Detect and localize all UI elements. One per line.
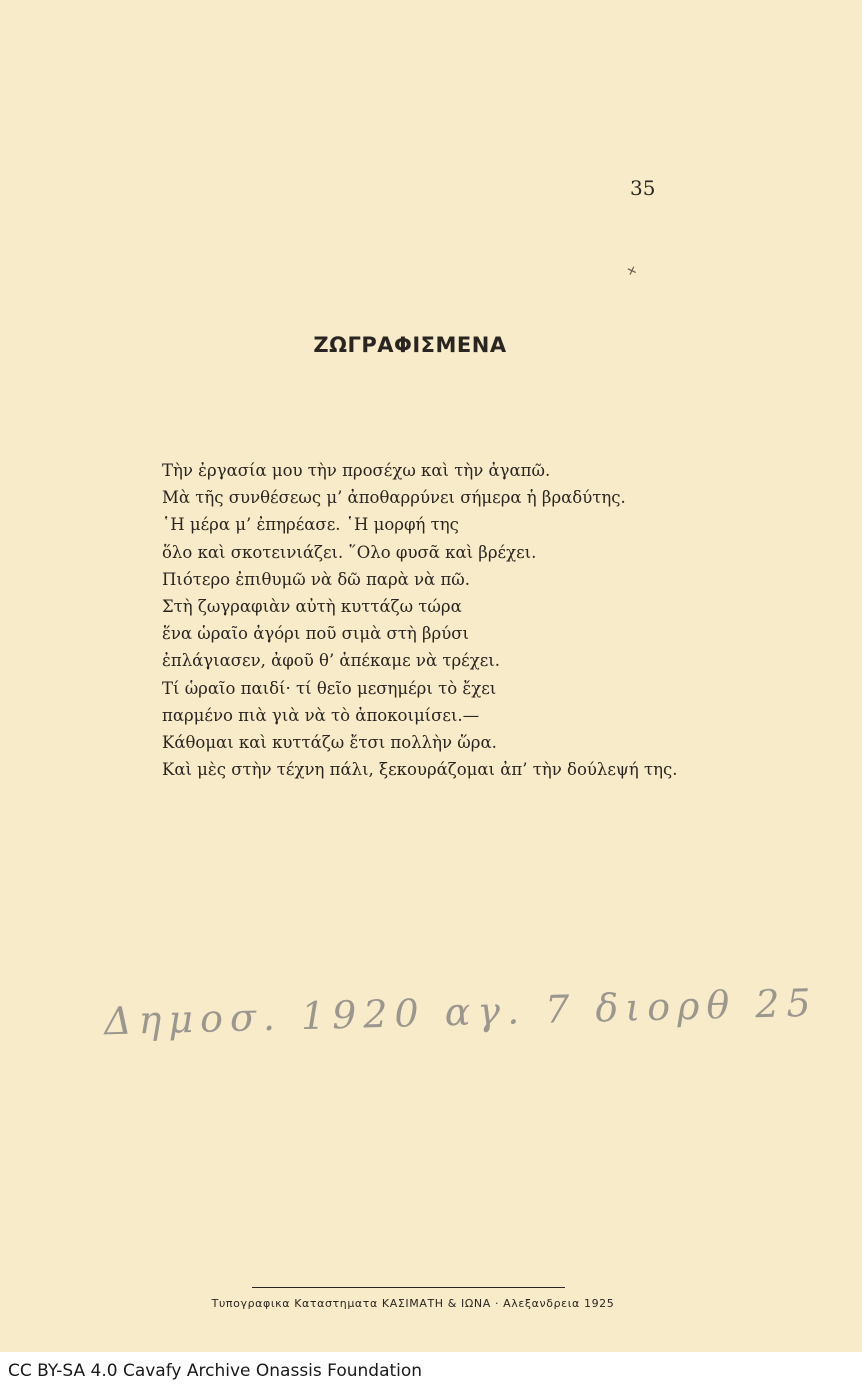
footer-divider: [252, 1287, 565, 1288]
poem-line: ἕνα ὡραῖο ἀγόρι ποῦ σιμὰ στὴ βρύσι: [162, 624, 469, 644]
poem-line: ῾Η μέρα μ’ ἐπηρέασε. ῾Η μορφή της: [162, 515, 459, 535]
poem-line: ὅλο καὶ σκοτεινιάζει. ῞Ολο φυσᾶ καὶ βρέχει.: [162, 542, 537, 562]
poem-line: Τὴν ἐργασία μου τὴν προσέχω καὶ τὴν ἀγαπῶ.: [162, 461, 551, 480]
poem-title: ΖΩΓΡΑΦΙΣΜΕΝΑ: [313, 333, 507, 357]
poem-line: Μὰ τῆς συνθέσεως μ’ ἀποθαρρύνει σήμερα ἡ βραδύτης.: [162, 488, 626, 508]
credit-text: CC BY-SA 4.0 Cavafy Archive Onassis Foundation: [8, 1361, 423, 1381]
poem-line: Πιότερο ἐπιθυμῶ νὰ δῶ παρὰ νὰ πῶ.: [162, 569, 470, 589]
ink-mark: ✕: [624, 262, 640, 280]
printer-imprint: Τυπογραφικα Καταστηματα ΚΑΣΙΜΑΤΗ & ΙΩΝΑ · Αλεξανδρεια 1925: [211, 1297, 615, 1310]
handwritten-pencil-note: Δημοσ. 1920 αγ. 7 διορθ 25: [103, 980, 819, 1044]
credit-bar: [0, 1352, 862, 1392]
poem-text: [162, 457, 742, 783]
page-number: 35: [630, 176, 656, 200]
poem-line: παρμένο πιὰ γιὰ νὰ τὸ ἀποκοιμίσει.—: [162, 705, 480, 725]
poem-line: ἐπλάγιασεν, ἀφοῦ θ’ ἀπέκαμε νὰ τρέχει.: [162, 651, 500, 671]
poem-line: Τί ὡραῖο παιδί· τί θεῖο μεσημέρι τὸ ἔχει: [162, 678, 497, 698]
poem-line: Καὶ μὲς στὴν τέχνη πάλι, ξεκουράζομαι ἀπ’ τὴν δούλεψή της.: [162, 760, 678, 780]
poem-line: Κάθομαι καὶ κυττάζω ἔτσι πολλὴν ὥρα.: [162, 732, 497, 752]
poem-line: Στὴ ζωγραφιὰν αὐτὴ κυττάζω τώρα: [162, 596, 462, 616]
